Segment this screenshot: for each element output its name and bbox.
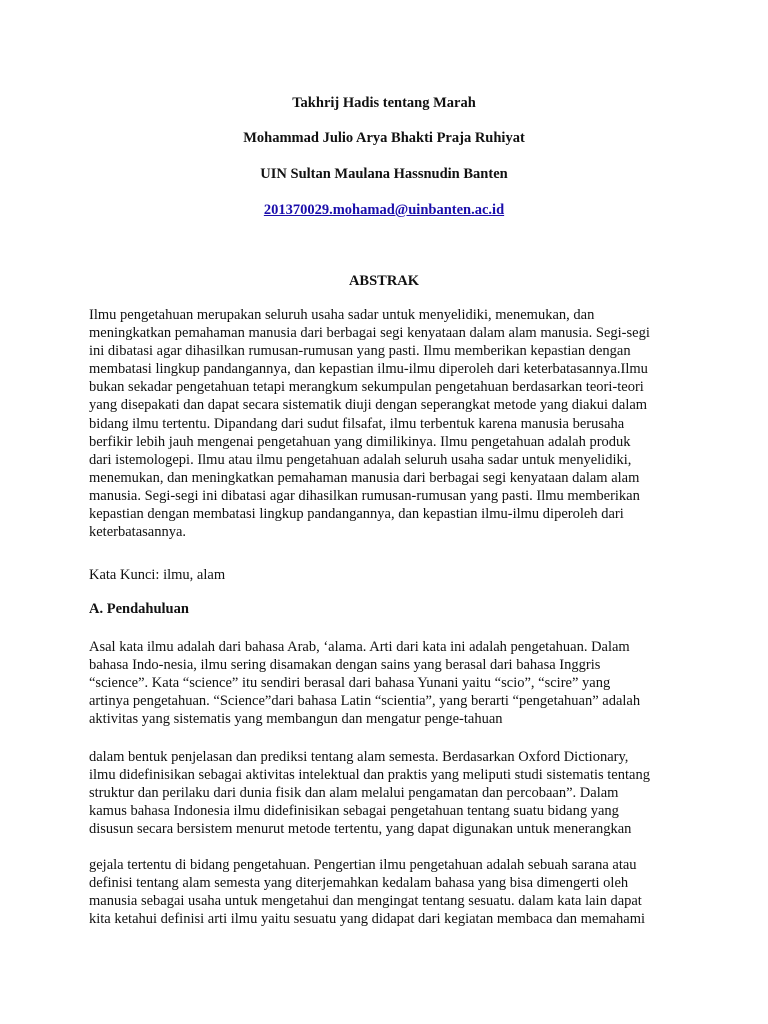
body-line: gejala tertentu di bidang pengetahuan. Pengertian ilmu pengetahuan adalah sebuah sarana atau xyxy=(89,857,637,873)
author-email-line xyxy=(0,201,768,219)
abstract-line: dari istemologepi. Ilmu atau ilmu pengetahuan adalah seluruh usaha sadar untuk menyelidiki, xyxy=(89,451,632,468)
author-name: Mohammad Julio Arya Bhakti Praja Ruhiyat xyxy=(243,130,525,146)
abstract-line: meningkatkan pemahaman manusia dari berbagai segi kenyataan dalam alam manusia. Segi-segi xyxy=(89,325,650,342)
abstract-line: berfikir lebih jauh mengenai pengetahuan yang dimilikinya. Ilmu pengetahuan adalah produk xyxy=(89,433,631,450)
abstract-line: yang disepakati dan dapat secara sistematik diuji dengan seperangkat metode yang diakui dalam xyxy=(89,397,648,414)
abstract-line: bidang ilmu tertentu. Dipandang dari sudut filsafat, ilmu terbentuk karena manusia berusaha xyxy=(89,415,625,432)
body-paragraph xyxy=(89,856,689,928)
body-line: definisi tentang alam semesta yang diterjemahkan kedalam bahasa yang bisa dimengerti oleh xyxy=(89,875,629,892)
section-heading: A. Pendahuluan xyxy=(89,601,189,617)
body-line: artinya pengetahuan. “Science”dari bahasa Latin “scientia”, yang berarti “pengetahuan” adalah xyxy=(89,693,641,710)
author-email-link[interactable]: 201370029.mohamad@uinbanten.ac.id xyxy=(263,202,505,218)
abstract-line: keterbatasannya. xyxy=(89,524,187,541)
abstract-heading: ABSTRAK xyxy=(348,273,420,289)
abstract-line: Ilmu pengetahuan merupakan seluruh usaha sadar untuk menyelidiki, menemukan, dan xyxy=(89,307,595,323)
abstract-line: ini dibatasi agar dihasilkan rumusan-rumusan yang pasti. Ilmu memberikan kepastian dengan xyxy=(89,343,631,360)
body-line: struktur dan perilaku dari dunia fisik dan alam melalui pengamatan dan percobaan”. Dalam xyxy=(89,785,619,802)
body-line: dalam bentuk penjelasan dan prediksi tentang alam semesta. Berdasarkan Oxford Dictionary, xyxy=(89,749,629,765)
abstract-body xyxy=(89,306,689,541)
body-line: manusia sebagai usaha untuk mengetahui dan mengingat tentang sesuatu. dalam kata lain dapat xyxy=(89,893,642,910)
abstract-line: bukan sekadar pengetahuan tetapi merangkum sekumpulan pengetahuan berdasarkan teori-teori xyxy=(89,379,644,396)
body-line: ilmu didefinisikan sebagai aktivitas intelektual dan praktis yang meliputi studi sistematis tentang xyxy=(89,767,650,784)
author-affiliation: UIN Sultan Maulana Hassnudin Banten xyxy=(260,166,508,182)
paper-title: Takhrij Hadis tentang Marah xyxy=(292,95,476,111)
body-line: kamus bahasa Indonesia ilmu didefinisikan sebagai pengetahuan tentang suatu bidang yang xyxy=(89,803,619,820)
body-paragraph xyxy=(89,638,689,728)
body-line: aktivitas yang sistematis yang membangun dan mengatur penge-tahuan xyxy=(89,711,503,728)
body-line: Asal kata ilmu adalah dari bahasa Arab, ‘alama. Arti dari kata ini adalah pengetahuan. Dalam xyxy=(89,639,630,655)
body-line: disusun secara bersistem menurut metode tertentu, yang dapat digunakan untuk menerangkan xyxy=(89,821,632,838)
abstract-line: membatasi lingkup pandangannya, dan kepastian ilmu-ilmu diperoleh dari keterbatasannya.Ilmu xyxy=(89,361,648,378)
body-line: bahasa Indo-nesia, ilmu sering disamakan dengan sains yang berasal dari bahasa Inggris xyxy=(89,657,601,674)
body-line: kita ketahui definisi arti ilmu yaitu sesuatu yang didapat dari kegiatan membaca dan memahami xyxy=(89,911,646,928)
abstract-line: manusia. Segi-segi ini dibatasi agar dihasilkan rumusan-rumusan yang pasti. Ilmu memberikan xyxy=(89,487,640,504)
keywords: Kata Kunci: ilmu, alam xyxy=(89,567,226,583)
abstract-line: kepastian dengan membatasi lingkup pandangannya, dan kepastian ilmu-ilmu diperoleh dari xyxy=(89,506,624,523)
abstract-line: menemukan, dan meningkatkan pemahaman manusia dari berbagai segi kenyataan dalam alam xyxy=(89,469,640,486)
body-paragraph xyxy=(89,748,689,838)
body-line: “science”. Kata “science” itu sendiri berasal dari bahasa Yunani yaitu “scio”, “scire” yang xyxy=(89,675,611,692)
